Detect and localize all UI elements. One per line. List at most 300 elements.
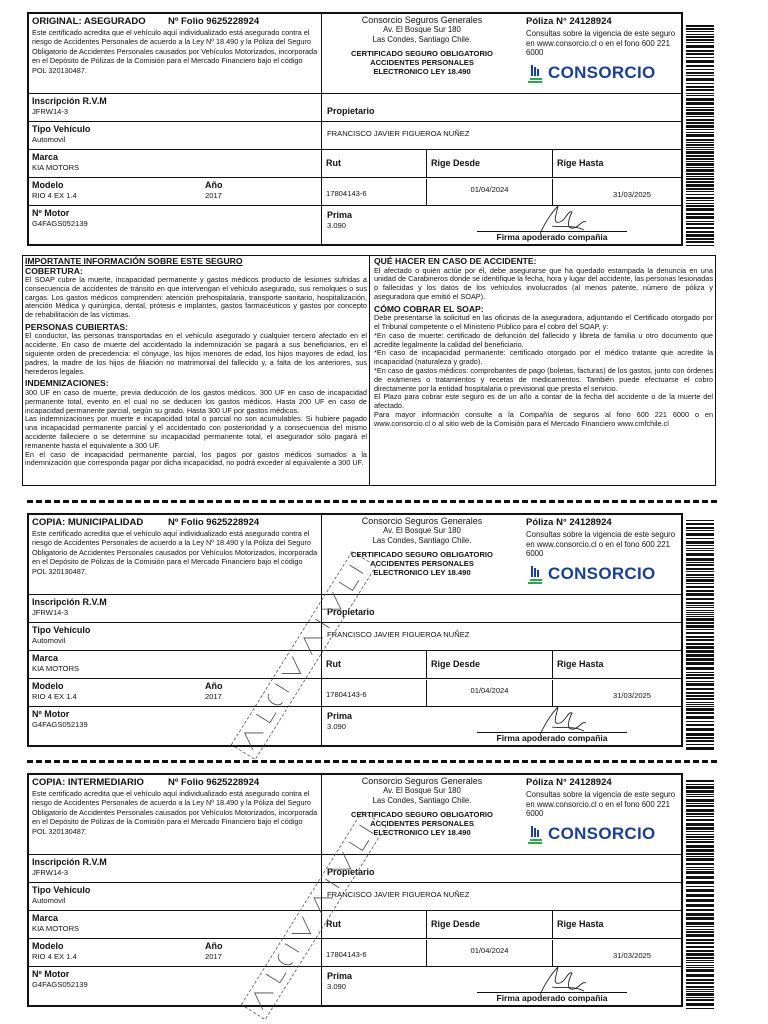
barcode-bar [686, 728, 714, 731]
barcode-bar [686, 548, 714, 549]
barcode-bar [686, 819, 714, 821]
barcode-bar [686, 662, 714, 665]
certificate [27, 773, 683, 1007]
field-value: 31/03/2025 [612, 190, 651, 199]
barcode-bar [686, 119, 714, 121]
field-dates-header-row [322, 911, 681, 939]
barcode-bar [686, 858, 714, 861]
field-label: Nº Motor [32, 208, 70, 218]
barcode-bar [686, 926, 714, 927]
certificate-type-line-2: ACCIDENTES PERSONALES [370, 559, 474, 569]
barcode-bar [686, 622, 714, 624]
barcode-bar [686, 610, 714, 611]
field-value: JFRW14-3 [32, 608, 69, 617]
barcode-bar [686, 917, 714, 920]
barcode-bar [686, 909, 714, 911]
barcode-bar [686, 625, 714, 628]
field-value: JFRW14-3 [32, 107, 69, 116]
field-prima [322, 206, 681, 244]
barcode-bar [686, 571, 714, 572]
issuer-block [322, 775, 522, 854]
issuer-block [322, 515, 522, 594]
barcode-bar [686, 867, 714, 868]
field-value: 01/04/2024 [427, 179, 553, 206]
field-propietario-label-row [322, 855, 681, 883]
barcode-bar [686, 78, 714, 81]
barcode-bar [686, 550, 714, 551]
barcode-bar [686, 913, 714, 916]
barcode-bar [686, 586, 714, 588]
field-value: 2017 [205, 692, 222, 701]
field-label: Inscripción R.V.M [32, 857, 107, 867]
field-marca [29, 150, 321, 178]
signature-label: Firma apoderado compañia [477, 732, 627, 743]
barcode-bar [686, 969, 714, 972]
barcode-bar [686, 605, 714, 606]
barcode-bar [686, 939, 714, 941]
como-cobrar-text-2: *En caso de muerte: certificado de defunción del fallecido y libreta de familia u otro documento que acredite legalmente la calidad del beneficiario. [374, 330, 713, 349]
field-motor [29, 206, 321, 234]
policy-consult-text: Consultas sobre la vigencia de este seguro en www.consorcio.cl o en el fono 600 221 6000 [526, 790, 676, 818]
barcode-bar [686, 702, 714, 703]
field-value: 17804143-6 [322, 179, 427, 206]
barcode-bar [686, 155, 714, 157]
field-value: KIA MOTORS [32, 664, 80, 673]
consorcio-logo-text: CONSORCIO [548, 824, 656, 843]
barcode-bar [686, 194, 714, 195]
cut-line [27, 500, 717, 503]
barcode-bar [686, 520, 714, 521]
field-value: 01/04/2024 [427, 940, 553, 967]
barcode [686, 520, 714, 750]
indemnizaciones-text-2: Las indemnizaciones por muerte e incapacidad total o parcial no son acumulables. Si hubiere pagado una incapacidad permanente parcial y el accidentado con posterioridad y a consecuencia del mismo accidente falleciere o se determine su incapacidad permanente total, el asegurador sólo pagará el remanente hasta el equivalente a 300 UF. [25, 414, 367, 450]
barcode-bar [686, 216, 714, 219]
field-label: Nº Motor [32, 969, 70, 979]
consorcio-logo-text: CONSORCIO [548, 564, 656, 583]
field-label: Propietario [327, 607, 375, 617]
indemnizaciones-heading: INDEMNIZACIONES: [25, 378, 109, 389]
certificate-legal-text: Este certificado acredita que el vehículo aquí individualizado está asegurado contra el riesgo de Accidentes Personales de acuerdo a la Ley Nº 18.490 y la Póliza del Seguro Obligatorio de Accidentes Personales causados por Vehículos Motorizados, incorporada en el Depósito de Pólizas de la Comisión para el Mercado Financiero bajo el código POL 320130487. [32, 789, 318, 836]
field-label: Rige Desde [427, 911, 553, 938]
certificate-type-line-1: CERTIFICADO SEGURO OBLIGATORIO [351, 550, 493, 560]
barcode-bar [686, 974, 714, 977]
field-propietario-label-row [322, 595, 681, 623]
field-value: 3.090 [327, 982, 347, 991]
barcode-bar [686, 805, 714, 807]
barcode-bar [686, 60, 714, 63]
barcode-bar [686, 95, 714, 96]
policy-block [522, 775, 681, 854]
certificate-type-line-2: ACCIDENTES PERSONALES [370, 58, 474, 68]
barcode-bar [686, 191, 714, 192]
field-dates-header-row [322, 651, 681, 679]
barcode-bar [686, 704, 714, 705]
field-dates-value-row [322, 679, 681, 707]
certificate-header-left [29, 775, 322, 854]
que-hacer-text: El afectado o quién actúe por él, debe asegurarse que ha quedado estampada la denuncia en una unidad de Carabineros donde se identifique la fecha, hora y lugar del accidente, las personas lesionadas o fallecidas y los datos de los vehículos involucrados (al menos patente, número de póliza y aseguradora que emitió el SOAP). [374, 265, 713, 301]
barcode-bar [686, 75, 714, 76]
barcode-bar [686, 541, 714, 544]
field-value: JFRW14-3 [32, 868, 69, 877]
field-label: Rut [322, 911, 427, 938]
barcode-bar [686, 72, 714, 74]
field-inscripcion [29, 94, 321, 122]
info-title: IMPORTANTE INFORMACIÓN SOBRE ESTE SEGURO [25, 256, 243, 266]
barcode-bar [686, 692, 714, 694]
cobertura-text: El SOAP cubre la muerte, incapacidad permanente y gastos médicos producto de lesiones sufridas a consecuencia de accidentes de tránsito en que intervengan el vehículo asegurado, sus remolques o sus cargas. Los gastos médicos comprenden: atención prehospitalaria, transporte sanitario, hospitalización, atención Médica y quirúrgica, dental, prótesis e implantes, gastos farmacéuticos y gastos por concepto de rehabilitación de las víctimas. [25, 275, 367, 320]
barcode-bar [686, 813, 714, 815]
barcode-bar [686, 545, 714, 546]
barcode-bar [686, 89, 714, 91]
consorcio-logo [526, 563, 656, 585]
barcode-bar [686, 161, 714, 162]
policy-block [522, 14, 681, 93]
barcode-bar [686, 558, 714, 561]
barcode-bar [686, 203, 714, 204]
barcode-bar [686, 598, 714, 600]
field-modelo [29, 939, 321, 967]
field-dates-header-row [322, 150, 681, 178]
barcode-bar [686, 227, 714, 229]
como-cobrar-text-6: Para mayor información consulte a la Compañía de seguros al fono 600 221 6000 o en www.consorcio.cl o al sitio web de la Comisión para el Mercado Financiero www.cmfchile.cl [374, 409, 713, 428]
barcode [686, 25, 714, 247]
field-inscripcion [29, 595, 321, 623]
barcode-bar [686, 142, 714, 143]
field-value: FRANCISCO JAVIER FIGUEROA NUÑEZ [327, 890, 470, 899]
field-propietario [322, 883, 681, 911]
barcode-bar [686, 612, 714, 613]
barcode-bar [686, 899, 714, 902]
field-label: Marca [32, 653, 59, 663]
barcode-bar [686, 593, 714, 596]
barcode-bar [686, 881, 714, 884]
field-value: Automovil [32, 135, 66, 144]
personas-text: El conductor, las personas transportadas en el vehículo asegurado y cualquier tercero afectado en el accidente. En caso de muerte del accidentado la indemnización se pagará a sus beneficiarios, en el siguiente orden de precedencia: el cónyuge, los hijos menores de edad, los hijos mayores de edad, los padres, la madre de los hijos de filiación no matrimonial del fallecido y, a falta de los anteriores, sus herederos legales. [25, 331, 367, 376]
certificate-type-line-1: CERTIFICADO SEGURO OBLIGATORIO [351, 810, 493, 820]
barcode-bar [686, 674, 714, 676]
policy-block [522, 515, 681, 594]
barcode-bar [686, 25, 714, 27]
barcode-bar [686, 629, 714, 630]
barcode-bar [686, 894, 714, 897]
barcode-bar [686, 618, 714, 621]
barcode-bar [686, 129, 714, 130]
barcode-bar [686, 688, 714, 690]
policy-number: Póliza N° 24128924 [526, 16, 612, 27]
barcode-bar [686, 950, 714, 952]
field-dates-value-row [322, 178, 681, 206]
field-label: Inscripción R.V.M [32, 96, 107, 106]
barcode-bar [686, 614, 714, 615]
field-value: RIO 4 EX 1.4 [32, 692, 77, 701]
barcode-bar [686, 125, 714, 128]
field-value: 17804143-6 [322, 940, 427, 967]
barcode-bar [686, 69, 714, 70]
field-value: G4FAGS052139 [32, 720, 88, 729]
barcode-bar [686, 708, 714, 711]
barcode-bar [686, 784, 714, 785]
barcode-bar [686, 173, 714, 175]
barcode-bar [686, 965, 714, 966]
field-value: 17804143-6 [322, 680, 427, 707]
policy-number: Póliza N° 24128924 [526, 517, 612, 528]
consorcio-logo-icon [526, 823, 544, 845]
barcode-bar [686, 695, 714, 697]
barcode-bar [686, 57, 714, 58]
consorcio-logo [526, 62, 656, 84]
issuer-name: Consorcio Seguros Generales [361, 15, 483, 25]
copy-title: COPIA: INTERMEDIARIO [32, 777, 144, 788]
barcode-bar [686, 107, 714, 108]
barcode-bar [686, 167, 714, 168]
barcode-bar [686, 834, 714, 835]
barcode-bar [686, 942, 714, 944]
field-modelo [29, 679, 321, 707]
field-inscripcion [29, 855, 321, 883]
barcode-bar [686, 836, 714, 838]
consorcio-logo-icon [526, 62, 544, 84]
field-label: Prima [327, 210, 353, 220]
barcode-bar [686, 151, 714, 154]
field-tipo-vehiculo [29, 623, 321, 651]
field-anio [205, 180, 223, 200]
issuer-address-1: Av. El Bosque Sur 180 [383, 786, 461, 796]
issuer-name: Consorcio Seguros Generales [361, 776, 483, 786]
info-right-column [369, 256, 715, 485]
field-label: Modelo [32, 681, 64, 691]
barcode-bar [686, 989, 714, 990]
field-label: Rige Desde [427, 150, 553, 177]
field-label: Inscripción R.V.M [32, 597, 107, 607]
field-label: Propietario [327, 106, 375, 116]
field-label: Rige Hasta [557, 158, 604, 168]
barcode-bar [686, 574, 714, 576]
barcode-bar [686, 796, 714, 797]
barcode-bar [686, 803, 714, 804]
field-value: FRANCISCO JAVIER FIGUEROA NUÑEZ [327, 129, 470, 138]
certificate-type-line-3: ELECTRONICO LEY 18.490 [373, 67, 471, 77]
barcode-bar [686, 636, 714, 638]
barcode-bar [686, 827, 714, 830]
barcode-bar [686, 200, 714, 201]
barcode-bar [686, 530, 714, 531]
barcode-bar [686, 238, 714, 240]
barcode-bar [686, 144, 714, 146]
barcode-bar [686, 34, 714, 35]
field-value: 31/03/2025 [612, 951, 651, 960]
policy-consult-text: Consultas sobre la vigencia de este seguro en www.consorcio.cl o en el fono 600 221 6000 [526, 29, 676, 57]
barcode-bar [686, 538, 714, 539]
certificate-legal-text: Este certificado acredita que el vehículo aquí individualizado está asegurado contra el riesgo de Accidentes Personales de acuerdo a la Ley Nº 18.490 y la Póliza del Seguro Obligatorio de Accidentes Personales causados por Vehículos Motorizados, incorporada en el Depósito de Pólizas de la Comisión para el Mercado Financiero bajo el código POL 320130487. [32, 28, 318, 75]
barcode-bar [686, 122, 714, 124]
issuer-address-1: Av. El Bosque Sur 180 [383, 526, 461, 536]
barcode-bar [686, 616, 714, 617]
barcode-bar [686, 889, 714, 892]
certificate [27, 513, 683, 747]
barcode-bar [686, 607, 714, 608]
barcode-bar [686, 147, 714, 148]
barcode-bar [686, 158, 714, 160]
certificate-header-left [29, 14, 322, 93]
barcode-bar [686, 790, 714, 793]
barcode-bar [686, 957, 714, 959]
barcode-bar [686, 109, 714, 111]
barcode-bar [686, 568, 714, 570]
field-value: Automovil [32, 896, 66, 905]
field-propietario [322, 623, 681, 651]
field-value: KIA MOTORS [32, 924, 80, 933]
barcode-bar [686, 83, 714, 84]
field-label: Modelo [32, 941, 64, 951]
field-tipo-vehiculo [29, 122, 321, 150]
barcode-bar [686, 178, 714, 180]
issuer-block [322, 14, 522, 93]
barcode-bar [686, 794, 714, 795]
field-value: 3.090 [327, 221, 347, 230]
barcode-bar [686, 523, 714, 525]
certificate-type-line-2: ACCIDENTES PERSONALES [370, 819, 474, 829]
barcode-bar [686, 839, 714, 840]
barcode-bar [686, 45, 714, 48]
barcode-bar [686, 845, 714, 848]
barcode-bar [686, 50, 714, 52]
barcode-bar [686, 997, 714, 998]
cut-line [27, 760, 717, 763]
barcode-bar [686, 583, 714, 584]
como-cobrar-text-5: El Plazo para cobrar este seguro es de un año a contar de la fecha del accidente o de la muerte del afectado. [374, 392, 713, 411]
barcode-bar [686, 683, 714, 686]
barcode-bar [686, 733, 714, 736]
barcode-bar [686, 831, 714, 832]
barcode-bar [686, 639, 714, 641]
folio-number: Nº Folio 9625228924 [168, 16, 260, 27]
field-label: Rut [322, 651, 427, 678]
field-propietario-label-row [322, 94, 681, 122]
barcode-bar [686, 646, 714, 649]
barcode-bar [686, 564, 714, 566]
barcode-bar [686, 223, 714, 225]
barcode-bar [686, 931, 714, 933]
field-value: 31/03/2025 [612, 691, 651, 700]
field-label: Tipo Vehículo [32, 885, 91, 895]
issuer-address-2: Las Condes, Santiago Chile. [372, 34, 472, 44]
barcode-bar [686, 960, 714, 961]
barcode-bar [686, 993, 714, 996]
barcode-bar [686, 737, 714, 739]
barcode-bar [686, 65, 714, 67]
field-label: Rige Hasta [557, 919, 604, 929]
field-label: Tipo Vehículo [32, 625, 91, 635]
barcode-bar [686, 823, 714, 826]
barcode-bar [686, 132, 714, 133]
barcode-bar [686, 184, 714, 187]
barcode-bar [686, 1003, 714, 1006]
signature-label: Firma apoderado compañia [477, 231, 627, 242]
barcode-bar [686, 672, 714, 673]
indemnizaciones-text-3: En el caso de incapacidad permanente parcial, los pagos por gastos médicos sumados a la indemnización que corresponda pagar por dicha incapacidad, no podrá exceder al equivalente a 300 UF. [25, 449, 367, 468]
barcode-bar [686, 188, 714, 190]
barcode-bar [686, 740, 714, 742]
issuer-address-1: Av. El Bosque Sur 180 [383, 25, 461, 35]
barcode-bar [686, 590, 714, 592]
barcode-bar [686, 863, 714, 865]
barcode-bar [686, 799, 714, 802]
field-tipo-vehiculo [29, 883, 321, 911]
field-label: Año [205, 941, 223, 951]
field-label: Prima [327, 711, 353, 721]
policy-number: Póliza N° 24128924 [526, 777, 612, 788]
consorcio-logo-text: CONSORCIO [548, 63, 656, 82]
barcode-bar [686, 163, 714, 166]
barcode-bar [686, 527, 714, 529]
field-label: Rige Desde [427, 651, 553, 678]
field-marca [29, 911, 321, 939]
barcode-bar [686, 577, 714, 578]
folio-number: Nº Folio 9625228924 [168, 517, 260, 528]
barcode-bar [686, 221, 714, 222]
barcode-bar [686, 241, 714, 243]
field-value: KIA MOTORS [32, 163, 80, 172]
barcode-bar [686, 929, 714, 930]
barcode-bar [686, 213, 714, 215]
field-label: Marca [32, 152, 59, 162]
barcode-bar [686, 98, 714, 101]
signature-label: Firma apoderado compañia [477, 992, 627, 1003]
field-label: Marca [32, 913, 59, 923]
barcode-bar [686, 871, 714, 874]
barcode-bar [686, 658, 714, 661]
field-value: RIO 4 EX 1.4 [32, 191, 77, 200]
barcode-bar [686, 208, 714, 211]
field-prima [322, 967, 681, 1005]
field-modelo [29, 178, 321, 206]
barcode-bar [686, 706, 714, 707]
indemnizaciones-text-1: 300 UF en caso de muerte, previa deducción de los gastos médicos. 300 UF en caso de incapacidad permanente total, evento en el cual no se deducen los gastos médicos. Hasta 200 UF en caso de incapacidad permanente parcial, según su grado. Hasta 300 UF por gastos médicos. [25, 387, 367, 415]
field-label: Año [205, 180, 223, 190]
barcode-bar [686, 632, 714, 634]
barcode-bar [686, 42, 714, 43]
barcode-bar [686, 856, 714, 857]
que-hacer-heading: QUÉ HACER EN CASO DE ACCIDENTE: [374, 256, 537, 266]
barcode-bar [686, 245, 714, 246]
issuer-address-2: Las Condes, Santiago Chile. [372, 535, 472, 545]
barcode-bar [686, 116, 714, 117]
barcode-bar [686, 876, 714, 879]
barcode-bar [686, 934, 714, 937]
field-value: RIO 4 EX 1.4 [32, 952, 77, 961]
barcode-bar [686, 869, 714, 870]
barcode-bar [686, 698, 714, 700]
barcode-bar [686, 28, 714, 30]
barcode-bar [686, 36, 714, 38]
field-anio [205, 941, 223, 961]
barcode-bar [686, 149, 714, 150]
certificate-header-left [29, 515, 322, 594]
barcode-bar [686, 579, 714, 582]
barcode-bar [686, 712, 714, 714]
policy-consult-text: Consultas sobre la vigencia de este seguro en www.consorcio.cl o en el fono 600 221 6000 [526, 530, 676, 558]
barcode-bar [686, 205, 714, 207]
cobertura-heading: COBERTURA: [25, 265, 83, 276]
copy-title: COPIA: MUNICIPALIDAD [32, 517, 144, 528]
field-label: Tipo Vehículo [32, 124, 91, 134]
como-cobrar-text-1: Debe presentarse la solicitud en las oficinas de la aseguradora, adjuntando el Certificado otorgado por el Tribunal competente o el Ministerio Público para el cobro del SOAP, y: [374, 313, 713, 331]
barcode-bar [686, 602, 714, 604]
field-prima [322, 707, 681, 745]
field-label: Año [205, 681, 223, 691]
field-value: G4FAGS052139 [32, 219, 88, 228]
field-value: Automovil [32, 636, 66, 645]
